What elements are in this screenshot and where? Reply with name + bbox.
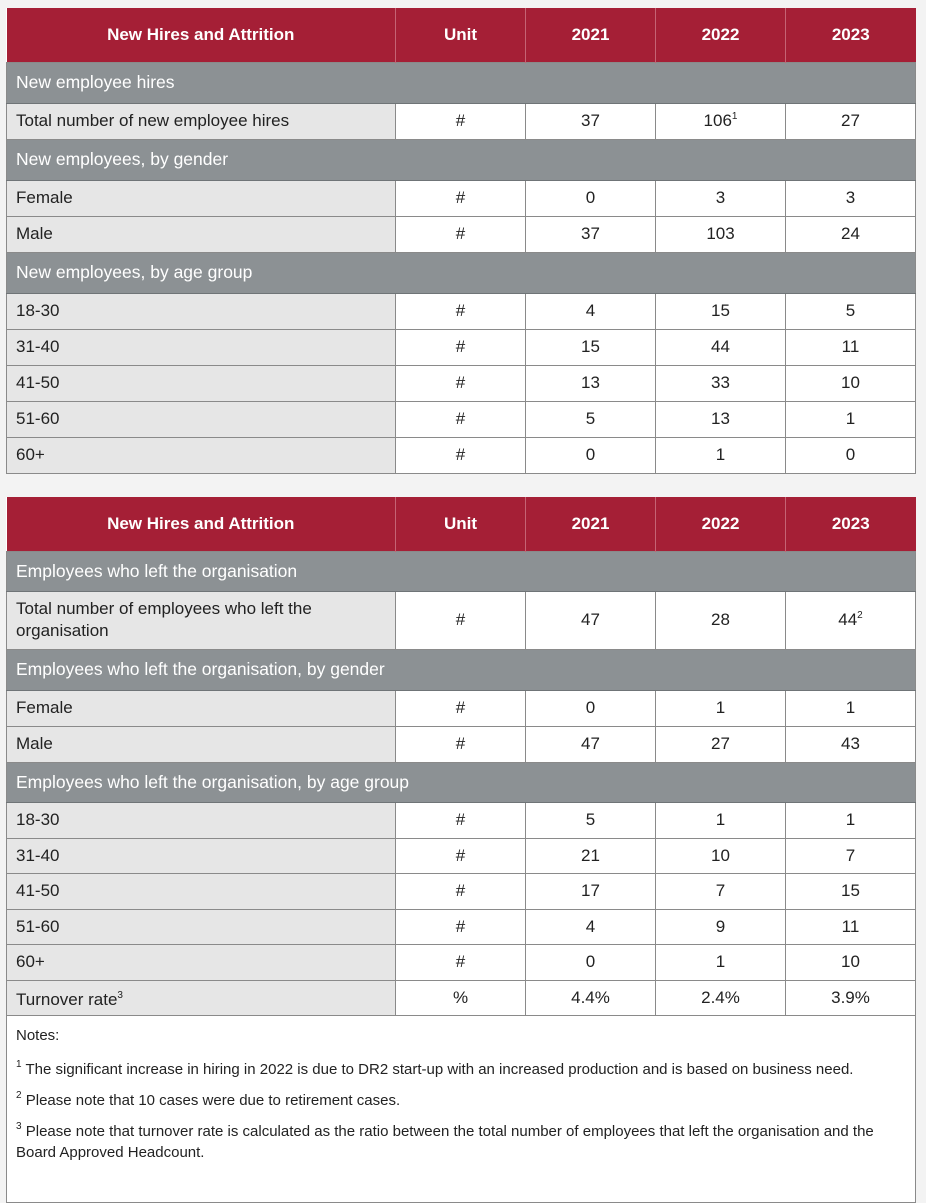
header-row <box>7 8 916 62</box>
column-header: Unit <box>396 8 526 62</box>
row-label: 41-50 <box>7 365 396 401</box>
table-row <box>7 726 916 762</box>
table-row <box>7 437 916 473</box>
value-2021: 0 <box>526 180 656 216</box>
attrition-table <box>6 497 916 1016</box>
table-row <box>7 293 916 329</box>
unit-cell: # <box>396 802 526 838</box>
value-2021: 37 <box>526 103 656 139</box>
value-2022: 2.4% <box>656 980 786 1015</box>
note-item <box>16 1054 906 1080</box>
value-2021: 0 <box>526 944 656 980</box>
section-row <box>7 649 916 690</box>
value-2022: 44 <box>656 329 786 365</box>
column-header: New Hires and Attrition <box>7 8 396 62</box>
value-2023: 15 <box>786 873 916 909</box>
value-2023: 10 <box>786 365 916 401</box>
value-2022: 9 <box>656 909 786 944</box>
value-2021: 4.4% <box>526 980 656 1015</box>
note-item <box>16 1116 906 1163</box>
footnote-marker: 3 <box>16 1121 22 1132</box>
value-2023: 3.9% <box>786 980 916 1015</box>
column-header: 2023 <box>786 8 916 62</box>
value-2022: 1 <box>656 690 786 726</box>
row-label: Male <box>7 726 396 762</box>
table-row <box>7 401 916 437</box>
value-2023: 5 <box>786 293 916 329</box>
column-header: 2023 <box>786 497 916 551</box>
value-2021: 21 <box>526 838 656 873</box>
note-item <box>16 1085 906 1111</box>
unit-cell: # <box>396 909 526 944</box>
unit-cell: # <box>396 180 526 216</box>
unit-cell: # <box>396 838 526 873</box>
unit-cell: # <box>396 873 526 909</box>
value-2023: 43 <box>786 726 916 762</box>
notes-heading: Notes: <box>16 1027 60 1044</box>
value-2023 <box>786 591 916 649</box>
value-2021: 13 <box>526 365 656 401</box>
value-2023: 27 <box>786 103 916 139</box>
value-2023: 11 <box>786 329 916 365</box>
section-title: Employees who left the organisation, by age group <box>7 762 916 802</box>
value-2022: 15 <box>656 293 786 329</box>
section-title: New employee hires <box>7 62 916 103</box>
section-title: New employees, by gender <box>7 139 916 180</box>
unit-cell: % <box>396 980 526 1015</box>
unit-cell: # <box>396 365 526 401</box>
label-text: Turnover rate <box>16 989 118 1009</box>
value-2023: 24 <box>786 216 916 252</box>
row-label: 60+ <box>7 437 396 473</box>
footnote-marker: 2 <box>16 1090 22 1101</box>
row-label: 18-30 <box>7 802 396 838</box>
section-row <box>7 139 916 180</box>
value-2021: 4 <box>526 293 656 329</box>
row-label: 31-40 <box>7 329 396 365</box>
value-2022: 13 <box>656 401 786 437</box>
value-2023: 7 <box>786 838 916 873</box>
column-header: 2022 <box>656 497 786 551</box>
value-2021: 37 <box>526 216 656 252</box>
unit-cell: # <box>396 329 526 365</box>
table-row <box>7 365 916 401</box>
value-2022: 7 <box>656 873 786 909</box>
value-2021: 0 <box>526 690 656 726</box>
row-label: 31-40 <box>7 838 396 873</box>
table-row <box>7 802 916 838</box>
row-label: Male <box>7 216 396 252</box>
unit-cell: # <box>396 690 526 726</box>
value-text: 44 <box>838 610 858 629</box>
row-label: Total number of new employee hires <box>7 103 396 139</box>
section-title: Employees who left the organisation, by gender <box>7 649 916 690</box>
value-2021: 47 <box>526 591 656 649</box>
value-2022: 33 <box>656 365 786 401</box>
value-2022: 1 <box>656 944 786 980</box>
table-row <box>7 838 916 873</box>
value-2022: 10 <box>656 838 786 873</box>
table-row <box>7 216 916 252</box>
column-header: Unit <box>396 497 526 551</box>
value-2021: 0 <box>526 437 656 473</box>
row-label: 41-50 <box>7 873 396 909</box>
table-row <box>7 944 916 980</box>
row-label: 51-60 <box>7 909 396 944</box>
value-2023: 3 <box>786 180 916 216</box>
unit-cell: # <box>396 726 526 762</box>
table-row <box>7 980 916 1015</box>
unit-cell: # <box>396 293 526 329</box>
value-2022: 28 <box>656 591 786 649</box>
value-2022 <box>656 103 786 139</box>
footnote-marker: 1 <box>16 1059 22 1070</box>
value-2021: 47 <box>526 726 656 762</box>
footnote-marker: 3 <box>117 989 123 1001</box>
section-title: New employees, by age group <box>7 252 916 293</box>
table-row <box>7 329 916 365</box>
notes-box <box>6 1015 916 1203</box>
unit-cell: # <box>396 103 526 139</box>
footnote-marker: 1 <box>731 111 738 122</box>
value-2022: 3 <box>656 180 786 216</box>
note-text: The significant increase in hiring in 2022 is due to DR2 start-up with an increased production and is based on business need. <box>25 1061 854 1078</box>
column-header: 2021 <box>526 497 656 551</box>
unit-cell: # <box>396 944 526 980</box>
value-2022: 1 <box>656 437 786 473</box>
row-label: Total number of employees who left the organisation <box>7 591 396 649</box>
value-2021: 4 <box>526 909 656 944</box>
table-row <box>7 591 916 649</box>
unit-cell: # <box>396 437 526 473</box>
column-header: New Hires and Attrition <box>7 497 396 551</box>
new-hires-table <box>6 8 916 474</box>
section-row <box>7 551 916 591</box>
value-2021: 5 <box>526 401 656 437</box>
header-row <box>7 497 916 551</box>
footnote-marker: 2 <box>857 610 863 621</box>
table-row <box>7 690 916 726</box>
value-2023: 11 <box>786 909 916 944</box>
section-row <box>7 252 916 293</box>
column-header: 2022 <box>656 8 786 62</box>
table-row <box>7 180 916 216</box>
table-row <box>7 103 916 139</box>
value-2023: 1 <box>786 802 916 838</box>
row-label: 60+ <box>7 944 396 980</box>
unit-cell: # <box>396 591 526 649</box>
column-header: 2021 <box>526 8 656 62</box>
value-2021: 15 <box>526 329 656 365</box>
row-label: 51-60 <box>7 401 396 437</box>
value-2023: 1 <box>786 690 916 726</box>
value-2022: 103 <box>656 216 786 252</box>
row-label: 18-30 <box>7 293 396 329</box>
value-text: 106 <box>703 111 732 130</box>
row-label: Female <box>7 180 396 216</box>
value-2023: 10 <box>786 944 916 980</box>
value-2021: 5 <box>526 802 656 838</box>
value-2023: 0 <box>786 437 916 473</box>
value-2022: 1 <box>656 802 786 838</box>
section-row <box>7 762 916 802</box>
section-row <box>7 62 916 103</box>
note-text: Please note that turnover rate is calculated as the ratio between the total number of employees that left the organisation and the Board Approved Headcount. <box>16 1123 874 1161</box>
row-label: Female <box>7 690 396 726</box>
unit-cell: # <box>396 401 526 437</box>
row-label <box>7 980 396 1015</box>
table-row <box>7 873 916 909</box>
value-2023: 1 <box>786 401 916 437</box>
value-2022: 27 <box>656 726 786 762</box>
section-title: Employees who left the organisation <box>7 551 916 591</box>
note-text: Please note that 10 cases were due to retirement cases. <box>25 1092 401 1109</box>
unit-cell: # <box>396 216 526 252</box>
table-row <box>7 909 916 944</box>
value-2021: 17 <box>526 873 656 909</box>
